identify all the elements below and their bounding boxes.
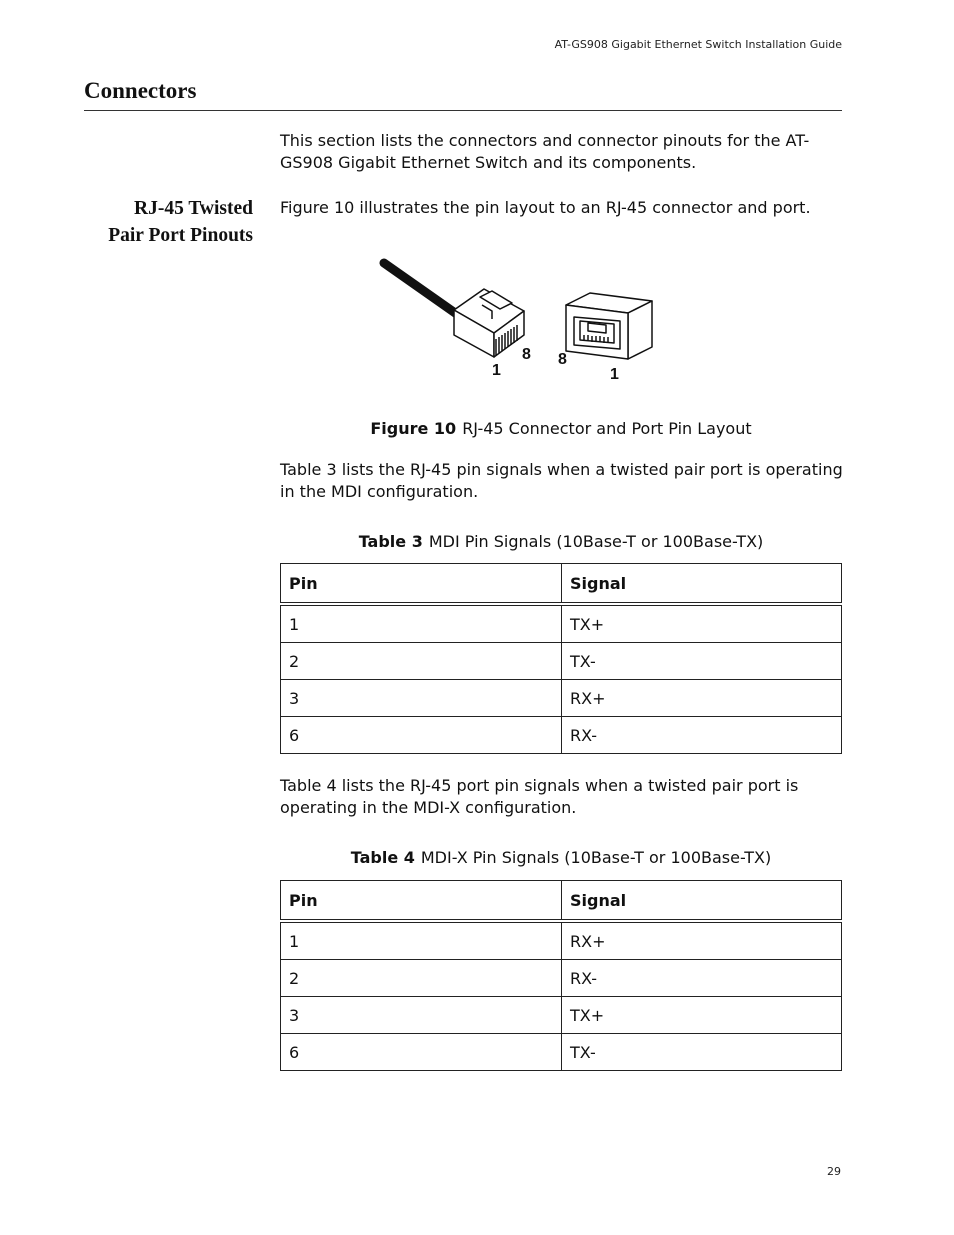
signal-cell: RX+ [562, 921, 842, 960]
plug-pin-label-1: 1 [492, 362, 501, 379]
pin-cell: 2 [281, 960, 562, 997]
subsection-heading-line1: RJ-45 Twisted [134, 198, 253, 219]
running-header: AT-GS908 Gigabit Ethernet Switch Installation Guide [554, 38, 842, 51]
port-pin-label-1: 1 [610, 366, 619, 383]
table-row [281, 643, 842, 680]
table-row [281, 921, 842, 960]
table-row [281, 1034, 842, 1071]
pin-cell: 1 [281, 604, 562, 643]
signal-cell: RX- [562, 960, 842, 997]
pin-cell: 6 [281, 1034, 562, 1071]
column-header-signal: Signal [562, 881, 842, 922]
rj45-port-icon [566, 293, 652, 359]
section-title: Connectors [84, 78, 197, 103]
pin-cell: 2 [281, 643, 562, 680]
signal-cell: RX- [562, 717, 842, 754]
table3-intro: Table 3 lists the RJ-45 pin signals when a twisted pair port is operating in the MDI configuration. [280, 460, 843, 501]
table-row [281, 717, 842, 754]
rj45-plug-icon [454, 289, 524, 357]
table-row [281, 680, 842, 717]
column-header-pin: Pin [281, 881, 562, 922]
table3-caption-text: MDI Pin Signals (10Base-T or 100Base-TX) [428, 532, 764, 551]
table-row [281, 604, 842, 643]
subsection-heading-line2: Pair Port Pinouts [108, 225, 253, 246]
plug-pin-label-8: 8 [522, 346, 531, 363]
pin-cell: 6 [281, 717, 562, 754]
subsection-heading [80, 195, 253, 249]
table-row [281, 960, 842, 997]
table-row [281, 997, 842, 1034]
figure-caption-text: RJ-45 Connector and Port Pin Layout [462, 419, 752, 438]
figure-intro: Figure 10 illustrates the pin layout to an RJ-45 connector and port. [280, 198, 811, 217]
cable-icon [384, 263, 458, 315]
mdix-pin-table [280, 880, 842, 1071]
section-intro: This section lists the connectors and connector pinouts for the AT-GS908 Gigabit Ethernet Switch and its components. [280, 131, 810, 172]
page-number: 29 [827, 1165, 841, 1178]
port-pin-label-8: 8 [558, 351, 567, 368]
signal-cell: TX+ [562, 997, 842, 1034]
signal-cell: TX+ [562, 604, 842, 643]
table4-caption-number: Table 4 [350, 848, 415, 867]
table4-caption [280, 848, 842, 868]
column-header-signal: Signal [562, 564, 842, 605]
figure-caption-number: Figure 10 [370, 419, 457, 438]
table-header-row [281, 564, 842, 605]
pin-cell: 1 [281, 921, 562, 960]
signal-cell: RX+ [562, 680, 842, 717]
table4-intro: Table 4 lists the RJ-45 port pin signals when a twisted pair port is operating in the MDI-X configuration. [280, 776, 799, 817]
title-rule [84, 110, 842, 111]
signal-cell: TX- [562, 643, 842, 680]
table4-caption-text: MDI-X Pin Signals (10Base-T or 100Base-TX) [420, 848, 772, 867]
pin-cell: 3 [281, 680, 562, 717]
rj45-figure [370, 255, 670, 390]
mdi-pin-table [280, 563, 842, 754]
rj45-illustration [370, 255, 670, 390]
table3-caption-number: Table 3 [358, 532, 423, 551]
column-header-pin: Pin [281, 564, 562, 605]
table-header-row [281, 881, 842, 922]
signal-cell: TX- [562, 1034, 842, 1071]
pin-cell: 3 [281, 997, 562, 1034]
table3-caption [280, 532, 842, 552]
figure-caption [280, 419, 842, 439]
